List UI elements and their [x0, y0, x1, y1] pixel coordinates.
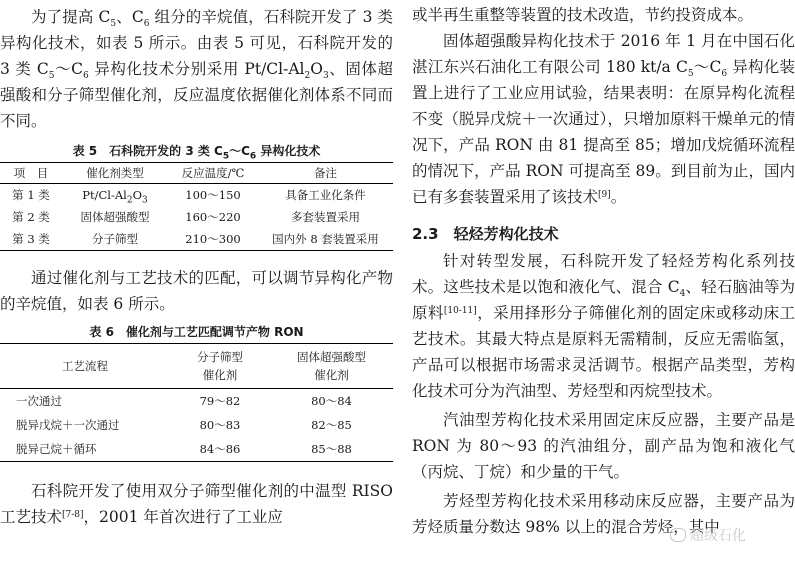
table5-header-row [0, 163, 393, 184]
table6 [0, 343, 393, 462]
table-cell: 80～83 [199, 418, 241, 432]
table-row [0, 389, 393, 414]
paragraph-gasoline-type: 汽油型芳构化技术采用固定床反应器，主要产品是 RON 为 80～93 的汽油组分，副产品为饱和液化气（丙烷、丁烷）和少量的干气。 [412, 411, 795, 481]
section-heading-aromatization: 2.3 轻烃芳构化技术 [412, 225, 559, 243]
paragraph-continuation: 或半再生重整等装置的技术改造，节约投资成本。 [412, 6, 754, 24]
table-cell: 具备工业化条件 [285, 188, 366, 202]
table-cell: 85～88 [311, 442, 352, 456]
table-cell: 分子筛型 [92, 232, 138, 246]
table-cell: 80～84 [311, 394, 352, 408]
table-cell: 160～220 [185, 210, 241, 224]
paragraph-solid-superacid: 固体超强酸异构化技术于 2016 年 1 月在中国石化湛江东兴石油化工有限公司 180 kt/a $C_5\sim C_6$ 异构化装置上进行了工业应用试验，结果表明：在原异构化流程不变（脱异戊烷＋一次通过），只增加原料干燥单元的情况下，产品 RON 由 81 提高至 85；增加戊烷循环流程的情况下，产品 RON 可提高至 89。到目前为止，国内已有多套装置采用了该技术[9]。 [412, 32, 795, 206]
table-header-cell: 工艺流程 [0, 344, 170, 389]
table-header-cell: 反应温度/℃ [168, 163, 258, 184]
table-cell: 82～85 [311, 418, 352, 432]
table-cell: 脱异己烷＋循环 [16, 442, 97, 456]
paragraph-riso: 石科院开发了使用双分子筛型催化剂的中温型 RISO 工艺技术[7-8]，2001 年首次进行了工业应 [0, 482, 393, 526]
table-header-cell: 分子筛型 催化剂 [170, 344, 270, 389]
table-header-cell: 备注 [258, 163, 393, 184]
table-cell: 固体超强酸型 [80, 210, 150, 224]
table-row [0, 413, 393, 437]
table-cell: 79～82 [199, 394, 241, 408]
table-cell: 84～86 [199, 442, 241, 456]
table-header-cell: 项 目 [0, 163, 62, 184]
left-column [0, 0, 393, 530]
table5-caption: 表 5 石科院开发的 3 类 $C_5\sim C_6$ 异构化技术 [72, 144, 321, 162]
table-header-cell: 催化剂类型 [62, 163, 168, 184]
table-cell: 100～150 [185, 188, 241, 202]
table-cell: 一次通过 [16, 394, 62, 408]
right-column [412, 0, 795, 540]
table-row [0, 184, 393, 207]
paragraph-aromatization-intro: 针对转型发展，石科院开发了轻烃芳构化系列技术。这些技术是以饱和液化气、混合 $C_4$、轻石脑油等为原料[10-11]，采用择形分子筛催化剂的固定床或移动床工艺技术。其最大特点是原料无需精制，反应无需临氢，产品可以根据市场需求灵活调节。根据产品类型，芳构化技术可分为汽油型、芳烃型和丙烷型技术。 [412, 252, 795, 400]
table-cell: 多套装置采用 [291, 210, 360, 224]
watermark: 超级石化 [670, 525, 746, 545]
table-cell: 210～300 [185, 232, 241, 246]
table-cell: 第 2 类 [12, 210, 50, 224]
table6-caption: 表 6 催化剂与工艺匹配调节产物 RON [89, 325, 304, 339]
table-row [0, 206, 393, 228]
table-cell: 第 1 类 [12, 188, 50, 202]
paragraph-catalyst-matching: 通过催化剂与工艺技术的匹配，可以调节异构化产物的辛烷值，如表 6 所示。 [0, 269, 393, 313]
table6-header-row [0, 344, 393, 389]
table-cell: 第 3 类 [12, 232, 50, 246]
table5 [0, 162, 393, 251]
paragraph-isomerization-intro: 为了提高 $C_5$、$C_6$ 组分的辛烷值，石科院开发了 3 类异构化技术，如表 5 所示。由表 5 可见，石科院开发的 3 类 $C_5\sim C_6$ 异构化技术分别采用 $Pt/Cl-Al_2O_3$、固体超强酸和分子筛型催化剂，反应温度依据催化剂体系不同而不同。 [0, 8, 393, 130]
table-row [0, 228, 393, 251]
table-header-cell: 固体超强酸型 催化剂 [270, 344, 393, 389]
wechat-icon [670, 528, 686, 542]
table-cell: 脱异戊烷＋一次通过 [16, 418, 120, 432]
table-cell: 国内外 8 套装置采用 [272, 232, 379, 246]
table-row [0, 437, 393, 462]
paragraph-aromatic-type: 芳烃型芳构化技术采用移动床反应器，主要产品为芳烃质量分数达 98% 以上的混合芳烃，其中 [412, 492, 795, 536]
table-cell: $Pt/Cl-Al_2O_3$ [82, 188, 148, 206]
